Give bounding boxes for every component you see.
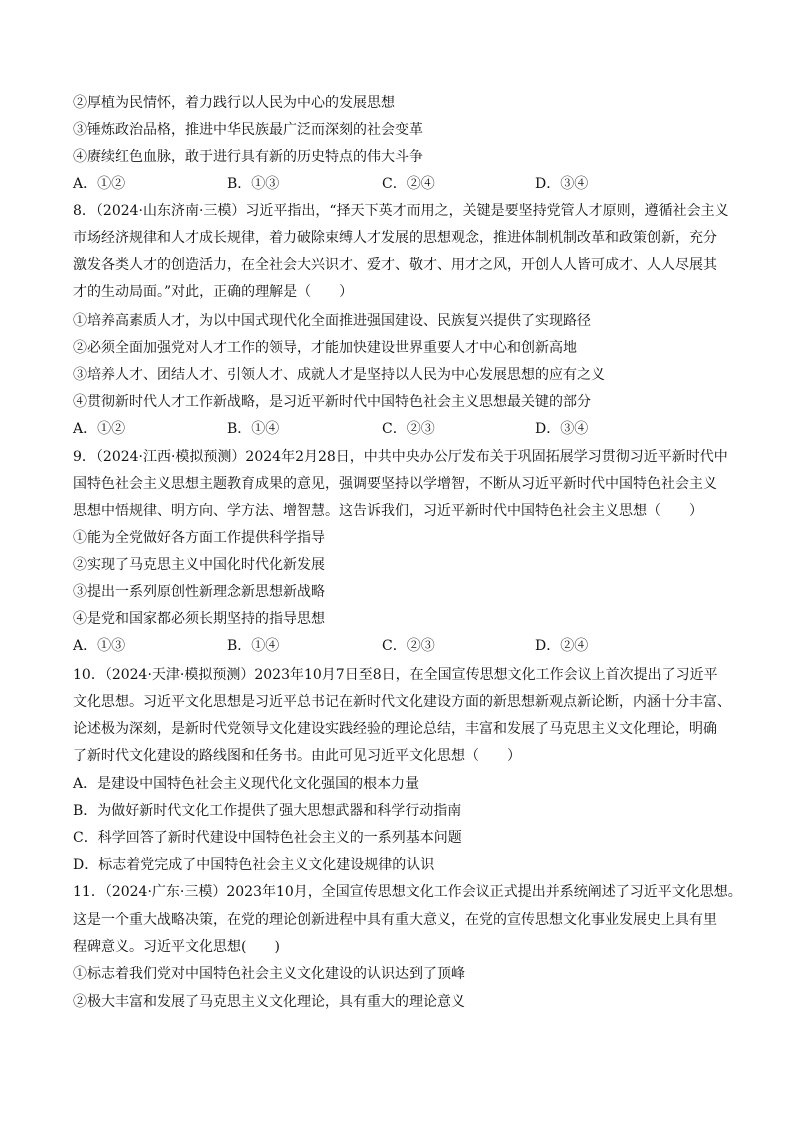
q10-stem-line-4: 了新时代文化建设的路线图和任务书。由此可见习近平文化思想（ ） — [73, 748, 521, 764]
q7-item-3: ③锤炼政治品格，推进中华民族最广泛而深刻的社会变革 — [73, 122, 423, 138]
q9-item-1: ①能为全党做好各方面工作提供科学指导 — [73, 530, 325, 546]
q10-stem-line-2: 文化思想。习近平文化思想是习近平总书记在新时代文化建设方面的新思想新观点新论断，内涵十分丰富、 — [73, 694, 731, 710]
q10-choice-c[interactable]: C．科学回答了新时代建设中国特色社会主义的一系列基本问题 — [73, 830, 462, 846]
q11-item-1: ①标志着我们党对中国特色社会主义文化建设的认识达到了顶峰 — [73, 966, 465, 982]
q9-item-3: ③提出一系列原创性新理念新思想新战略 — [73, 584, 325, 600]
q9-stem-line-2: 国特色社会主义思想主题教育成果的意见，强调要坚持以学增智，不断从习近平新时代中国特色社会主义 — [73, 476, 717, 492]
q8-stem-line-4: 才的生动局面。”对此，正确的理解是（ ） — [73, 284, 354, 300]
q8-option-a[interactable]: A．①② — [73, 421, 126, 437]
q10-stem-line-1: 10．（2024·天津·模拟预测）2023年10月7日至8日，在全国宣传思想文化工作会议上首次提出了习近平 — [73, 667, 718, 683]
q9-option-c[interactable]: C．②③ — [382, 638, 435, 654]
q8-stem-line-1: 8．（2024·山东济南·三模）习近平指出，“择天下英才而用之，关键是要坚持党管人才原则，遵循社会主义 — [73, 203, 729, 219]
q8-item-1: ①培养高素质人才，为以中国式现代化全面推进强国建设、民族复兴提供了实现路径 — [73, 313, 591, 329]
q10-stem-line-3: 论述极为深刻，是新时代党领导文化建设实践经验的理论总结，丰富和发展了马克思主义文化理论，明确 — [73, 721, 717, 737]
q8-option-b[interactable]: B．①④ — [227, 421, 280, 437]
q9-options — [73, 636, 733, 656]
q9-option-a[interactable]: A．①③ — [73, 638, 126, 654]
q8-item-4: ④贯彻新时代人才工作新战略，是习近平新时代中国特色社会主义思想最关键的部分 — [73, 394, 591, 410]
q9-item-4: ④是党和国家都必须长期坚持的指导思想 — [73, 611, 325, 627]
q9-item-2: ②实现了马克思主义中国化时代化新发展 — [73, 557, 325, 573]
q7-option-c[interactable]: C．②④ — [382, 176, 435, 192]
q9-option-d[interactable]: D．②④ — [535, 638, 589, 654]
q7-item-2: ②厚植为民情怀，着力践行以人民为中心的发展思想 — [73, 95, 395, 111]
q8-item-3: ③培养人才、团结人才、引领人才、成就人才是坚持以人民为中心发展思想的应有之义 — [73, 367, 605, 383]
q9-stem-line-1: 9．（2024·江西·模拟预测）2024年2月28日，中共中央办公厅发布关于巩固拓展学习贯彻习近平新时代中 — [73, 449, 728, 465]
q11-stem-line-3: 程碑意义。习近平文化思想( ) — [73, 939, 280, 955]
q8-options — [73, 419, 733, 439]
q8-stem-line-3: 激发各类人才的创造活力，在全社会大兴识才、爱才、敬才、用才之风，开创人人皆可成才、人人尽展其 — [73, 257, 717, 273]
q8-option-c[interactable]: C．②③ — [382, 421, 435, 437]
q10-choice-b[interactable]: B．为做好新时代文化工作提供了强大思想武器和科学行动指南 — [73, 803, 462, 819]
q7-item-4: ④赓续红色血脉，敢于进行具有新的历史特点的伟大斗争 — [73, 149, 423, 165]
q10-choice-d[interactable]: D．标志着党完成了中国特色社会主义文化建设规律的认识 — [73, 857, 435, 873]
q11-item-2: ②极大丰富和发展了马克思主义文化理论，具有重大的理论意义 — [73, 994, 465, 1010]
q10-choice-a[interactable]: A．是建设中国特色社会主义现代化文化强国的根本力量 — [73, 776, 420, 792]
q8-option-d[interactable]: D．③④ — [535, 421, 589, 437]
q8-stem-line-2: 市场经济规律和人才成长规律，着力破除束缚人才发展的思想观念，推进体制机制改革和政策创新，充分 — [73, 230, 717, 246]
q11-stem-line-2: 这是一个重大战略决策，在党的理论创新进程中具有重大意义，在党的宣传思想文化事业发展史上具有里 — [73, 912, 717, 928]
q9-stem-line-3: 思想中悟规律、明方向、学方法、增智慧。这告诉我们，习近平新时代中国特色社会主义思想（ ） — [73, 503, 703, 519]
q11-stem-line-1: 11．（2024·广东·三模）2023年10月，全国宣传思想文化工作会议正式提出并系统阐述了习近平文化思想。 — [73, 884, 742, 900]
q7-option-a[interactable]: A．①② — [73, 176, 126, 192]
q7-option-b[interactable]: B．①③ — [227, 176, 280, 192]
q9-option-b[interactable]: B．①④ — [227, 638, 280, 654]
q8-item-2: ②必须全面加强党对人才工作的领导，才能加快建设世界重要人才中心和创新高地 — [73, 340, 577, 356]
q7-option-d[interactable]: D．③④ — [535, 176, 589, 192]
q7-options — [73, 174, 733, 194]
